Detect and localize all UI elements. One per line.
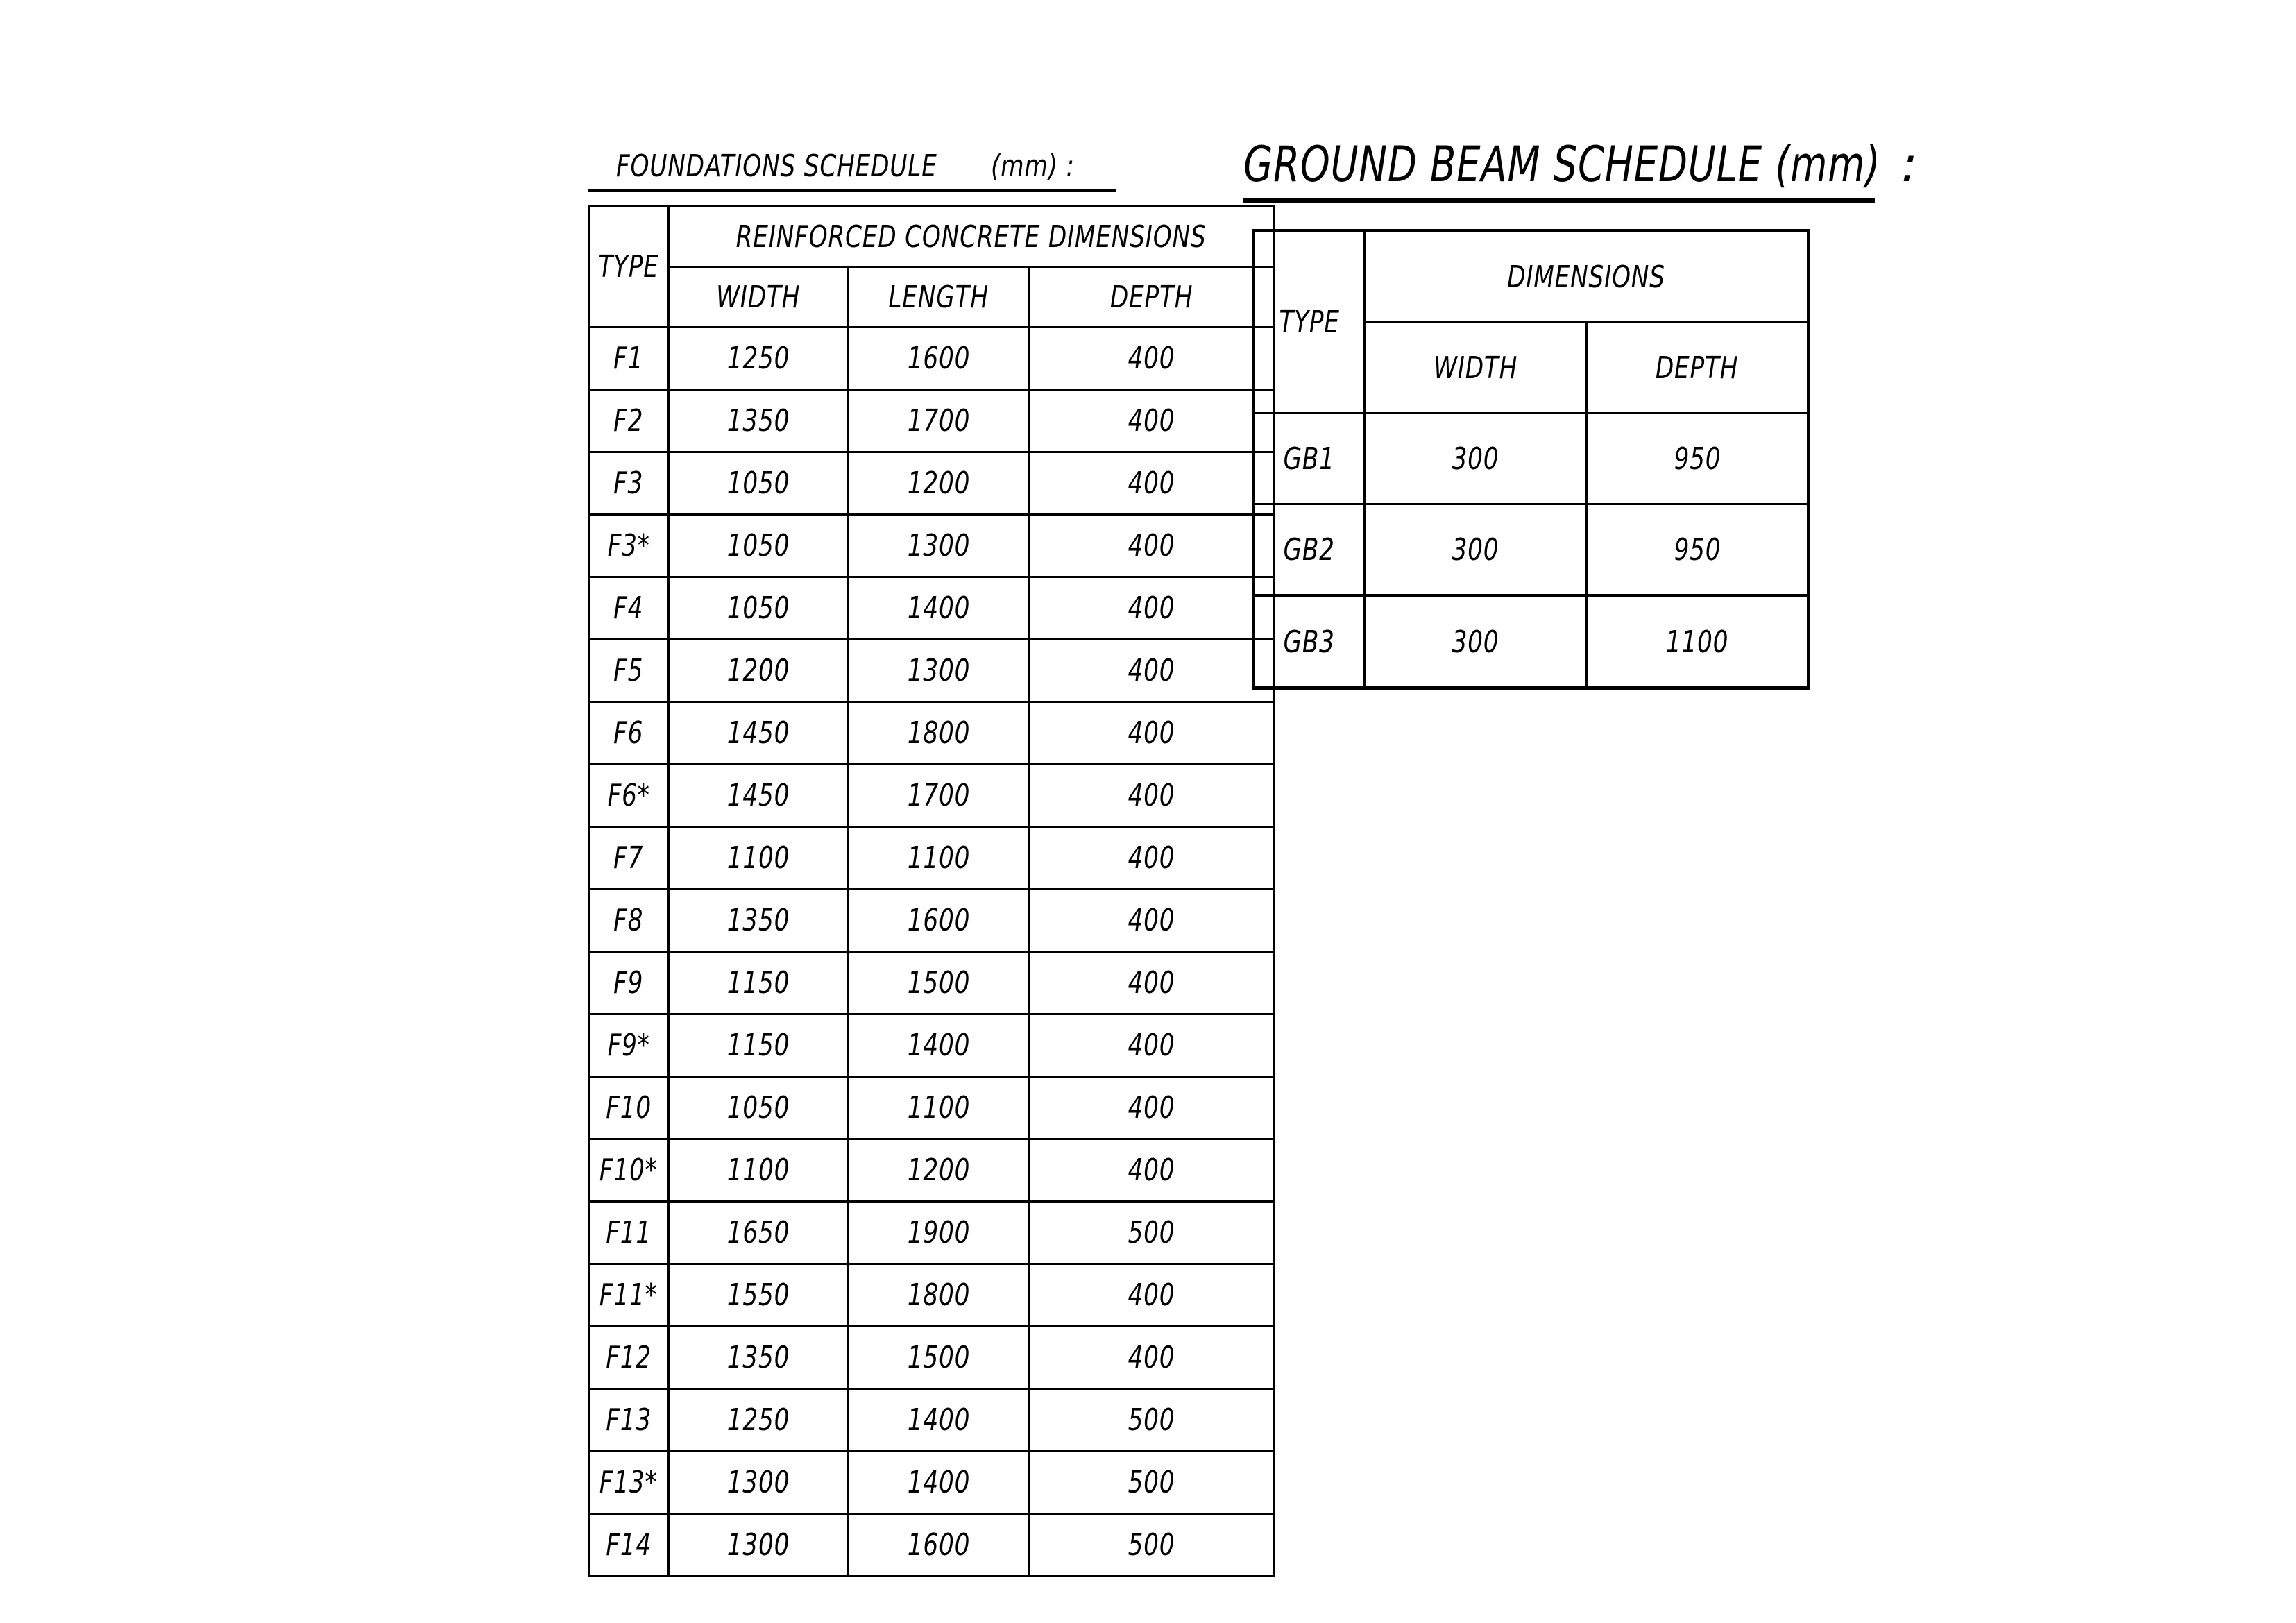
depth-cell: 500 bbox=[1029, 1202, 1274, 1264]
foundations-title-text: FOUNDATIONS SCHEDULE bbox=[616, 148, 937, 184]
length-cell: 1400 bbox=[849, 1452, 1029, 1514]
ground-beam-width-header: WIDTH bbox=[1365, 323, 1587, 414]
depth-cell: 400 bbox=[1029, 890, 1274, 952]
type-cell: F13* bbox=[589, 1452, 669, 1514]
table-row bbox=[589, 765, 1274, 827]
length-cell: 1800 bbox=[849, 702, 1029, 765]
table-row bbox=[589, 390, 1274, 452]
depth-cell: 400 bbox=[1029, 1264, 1274, 1327]
type-cell: F4 bbox=[589, 577, 669, 640]
depth-cell: 400 bbox=[1029, 1327, 1274, 1389]
foundations-title-unit: (mm) : bbox=[991, 148, 1075, 184]
type-cell: GB1 bbox=[1254, 414, 1365, 504]
table-row bbox=[589, 890, 1274, 952]
foundations-type-header: TYPE bbox=[589, 207, 669, 328]
depth-cell: 400 bbox=[1029, 1014, 1274, 1077]
length-cell: 1600 bbox=[849, 890, 1029, 952]
width-cell: 1300 bbox=[669, 1452, 849, 1514]
width-cell: 1450 bbox=[669, 702, 849, 765]
foundations-schedule-title bbox=[588, 146, 1116, 192]
depth-cell: 400 bbox=[1029, 952, 1274, 1014]
ground-beam-type-header: TYPE bbox=[1254, 231, 1365, 414]
depth-cell: 400 bbox=[1029, 515, 1274, 577]
ground-beam-group-header: DIMENSIONS bbox=[1365, 231, 1809, 323]
width-cell: 1150 bbox=[669, 1014, 849, 1077]
length-cell: 1900 bbox=[849, 1202, 1029, 1264]
type-cell: F6* bbox=[589, 765, 669, 827]
ground-beam-header-row-1 bbox=[1254, 231, 1809, 323]
table-row bbox=[589, 452, 1274, 515]
table-row bbox=[589, 1139, 1274, 1202]
type-cell: F10* bbox=[589, 1139, 669, 1202]
length-cell: 1400 bbox=[849, 577, 1029, 640]
width-cell: 1200 bbox=[669, 640, 849, 702]
type-cell: F9* bbox=[589, 1014, 669, 1077]
depth-cell: 400 bbox=[1029, 765, 1274, 827]
type-cell: F8 bbox=[589, 890, 669, 952]
table-row bbox=[1254, 414, 1809, 504]
width-cell: 1300 bbox=[669, 1514, 849, 1577]
type-cell: F5 bbox=[589, 640, 669, 702]
ground-beam-depth-header: DEPTH bbox=[1587, 323, 1809, 414]
length-cell: 1500 bbox=[849, 1327, 1029, 1389]
width-cell: 1150 bbox=[669, 952, 849, 1014]
type-cell: F3* bbox=[589, 515, 669, 577]
length-cell: 1400 bbox=[849, 1014, 1029, 1077]
width-cell: 1250 bbox=[669, 328, 849, 390]
type-cell: F13 bbox=[589, 1389, 669, 1452]
type-cell: F1 bbox=[589, 328, 669, 390]
depth-cell: 400 bbox=[1029, 827, 1274, 890]
length-cell: 1100 bbox=[849, 1077, 1029, 1139]
length-cell: 1700 bbox=[849, 390, 1029, 452]
table-row bbox=[589, 702, 1274, 765]
type-cell: F2 bbox=[589, 390, 669, 452]
foundations-header-row-1 bbox=[589, 207, 1274, 267]
foundations-depth-header: DEPTH bbox=[1029, 267, 1274, 328]
foundations-schedule-table bbox=[588, 205, 1275, 1577]
depth-cell: 400 bbox=[1029, 328, 1274, 390]
depth-cell: 400 bbox=[1029, 452, 1274, 515]
length-cell: 1300 bbox=[849, 640, 1029, 702]
table-row bbox=[589, 1077, 1274, 1139]
depth-cell: 400 bbox=[1029, 1077, 1274, 1139]
ground-beam-schedule-table bbox=[1252, 229, 1810, 690]
type-cell: GB2 bbox=[1254, 504, 1365, 596]
width-cell: 1350 bbox=[669, 1327, 849, 1389]
width-cell: 1050 bbox=[669, 515, 849, 577]
length-cell: 1600 bbox=[849, 328, 1029, 390]
table-row bbox=[589, 328, 1274, 390]
type-cell: GB3 bbox=[1254, 596, 1365, 688]
length-cell: 1200 bbox=[849, 1139, 1029, 1202]
foundations-header-row-2 bbox=[589, 267, 1274, 328]
type-cell: F9 bbox=[589, 952, 669, 1014]
type-cell: F3 bbox=[589, 452, 669, 515]
depth-cell: 1100 bbox=[1587, 596, 1809, 688]
depth-cell: 950 bbox=[1587, 504, 1809, 596]
table-row bbox=[589, 1327, 1274, 1389]
ground-beam-schedule-title bbox=[1243, 133, 1881, 203]
depth-cell: 400 bbox=[1029, 1139, 1274, 1202]
width-cell: 1450 bbox=[669, 765, 849, 827]
depth-cell: 500 bbox=[1029, 1389, 1274, 1452]
table-row bbox=[589, 1389, 1274, 1452]
table-row bbox=[1254, 596, 1809, 688]
table-row bbox=[589, 640, 1274, 702]
table-row bbox=[589, 1264, 1274, 1327]
table-row bbox=[1254, 504, 1809, 596]
width-cell: 300 bbox=[1365, 596, 1587, 688]
table-row bbox=[589, 577, 1274, 640]
type-cell: F11 bbox=[589, 1202, 669, 1264]
depth-cell: 500 bbox=[1029, 1452, 1274, 1514]
type-cell: F11* bbox=[589, 1264, 669, 1327]
width-cell: 300 bbox=[1365, 504, 1587, 596]
length-cell: 1100 bbox=[849, 827, 1029, 890]
table-row bbox=[589, 827, 1274, 890]
foundations-length-header: LENGTH bbox=[849, 267, 1029, 328]
depth-cell: 400 bbox=[1029, 640, 1274, 702]
length-cell: 1800 bbox=[849, 1264, 1029, 1327]
length-cell: 1300 bbox=[849, 515, 1029, 577]
length-cell: 1600 bbox=[849, 1514, 1029, 1577]
width-cell: 1050 bbox=[669, 577, 849, 640]
width-cell: 1100 bbox=[669, 827, 849, 890]
foundations-group-header: REINFORCED CONCRETE DIMENSIONS bbox=[669, 207, 1274, 267]
table-row bbox=[589, 1452, 1274, 1514]
width-cell: 1050 bbox=[669, 452, 849, 515]
type-cell: F12 bbox=[589, 1327, 669, 1389]
width-cell: 1250 bbox=[669, 1389, 849, 1452]
depth-cell: 500 bbox=[1029, 1514, 1274, 1577]
length-cell: 1500 bbox=[849, 952, 1029, 1014]
ground-beam-title-text: GROUND BEAM SCHEDULE (mm) bbox=[1243, 136, 1881, 193]
table-row bbox=[589, 952, 1274, 1014]
width-cell: 1050 bbox=[669, 1077, 849, 1139]
table-row bbox=[589, 515, 1274, 577]
depth-cell: 400 bbox=[1029, 577, 1274, 640]
width-cell: 1100 bbox=[669, 1139, 849, 1202]
depth-cell: 400 bbox=[1029, 390, 1274, 452]
length-cell: 1400 bbox=[849, 1389, 1029, 1452]
type-cell: F6 bbox=[589, 702, 669, 765]
length-cell: 1200 bbox=[849, 452, 1029, 515]
length-cell: 1700 bbox=[849, 765, 1029, 827]
table-row bbox=[589, 1514, 1274, 1577]
width-cell: 1350 bbox=[669, 890, 849, 952]
width-cell: 1350 bbox=[669, 390, 849, 452]
type-cell: F10 bbox=[589, 1077, 669, 1139]
width-cell: 1550 bbox=[669, 1264, 849, 1327]
type-cell: F14 bbox=[589, 1514, 669, 1577]
table-row bbox=[589, 1202, 1274, 1264]
width-cell: 300 bbox=[1365, 414, 1587, 504]
type-cell: F7 bbox=[589, 827, 669, 890]
width-cell: 1650 bbox=[669, 1202, 849, 1264]
foundations-width-header: WIDTH bbox=[669, 267, 849, 328]
table-row bbox=[589, 1014, 1274, 1077]
depth-cell: 400 bbox=[1029, 702, 1274, 765]
ground-beam-title-colon: : bbox=[1901, 136, 1918, 193]
depth-cell: 950 bbox=[1587, 414, 1809, 504]
